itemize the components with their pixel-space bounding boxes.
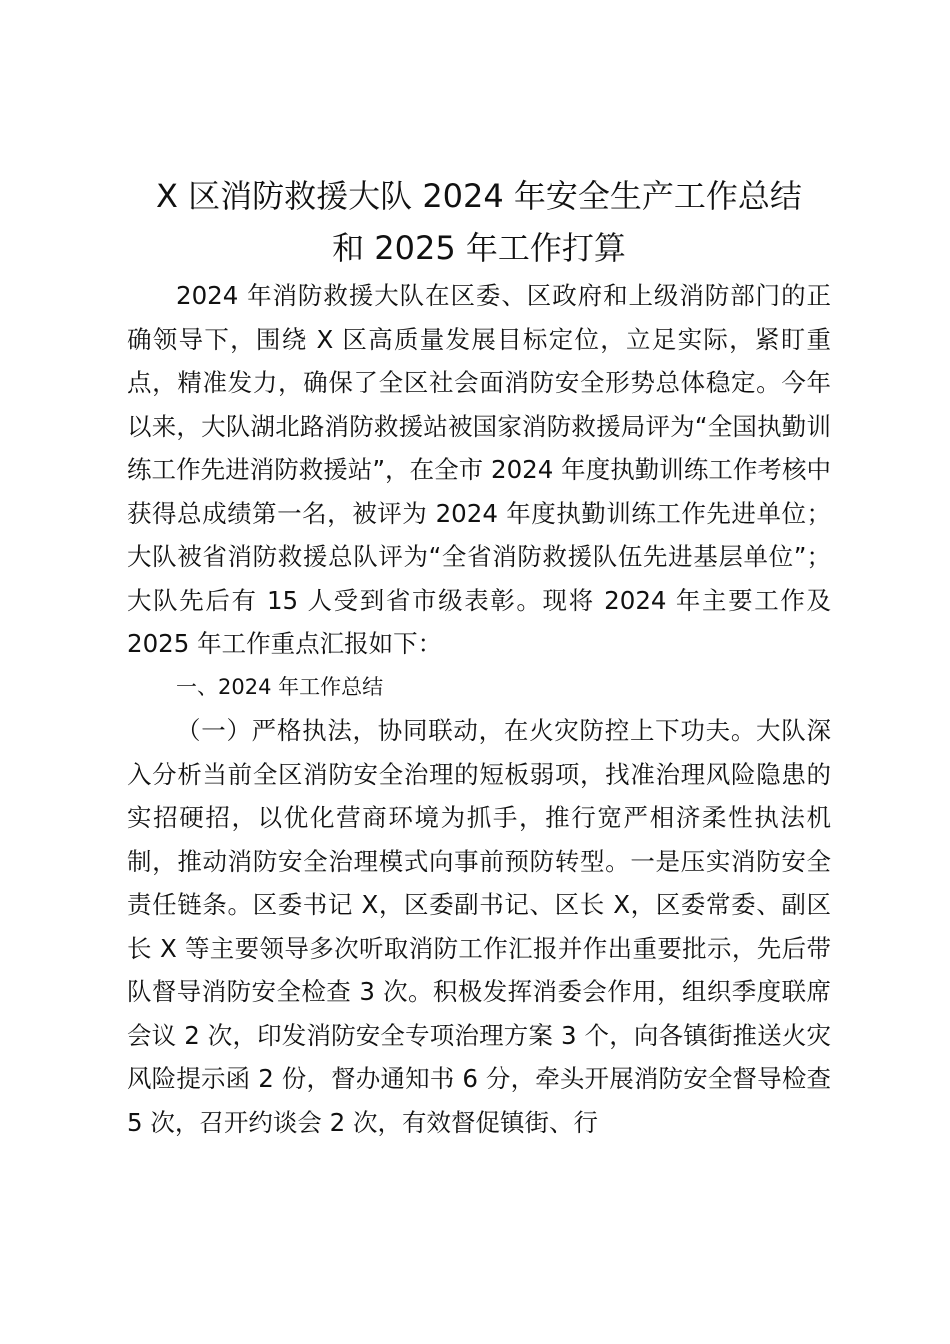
section-heading: 一、2024 年工作总结 (176, 674, 384, 699)
title-line-2: 和 2025 年工作打算 (332, 229, 626, 267)
title-line-1: X 区消防救援大队 2024 年安全生产工作总结 (156, 177, 802, 215)
subsection-paragraph: （一）严格执法，协同联动，在火灾防控上下功夫。大队深入分析当前全区消防安全治理的短板弱项，找准治理风险隐患的实招硬招，以优化营商环境为抓手，推行宽严相济柔性执法机制，推动消防安全治理模式向事前预防转型。一是压实消防安全责任链条。区委书记 X，区委副书记、区长 X，区委常委、副区长 X 等主要领导多次听取消防工作汇报并作出重要批示，先后带队督导消防安全检查 3 次。积极发挥消委会作用，组织季度联席会议 2 次，印发消防安全专项治理方案 3 个，向各镇街推送火灾风险提示函 2 份，督办通知书 6 分，牵头开展消防安全督导检查 5 次，召开约谈会 2 次，有效督促镇街、行 (127, 716, 831, 1137)
document-body (127, 170, 831, 1144)
document-title (127, 170, 831, 274)
intro-paragraph: 2024 年消防救援大队在区委、区政府和上级消防部门的正确领导下，围绕 X 区高质量发展目标定位，立足实际，紧盯重点，精准发力，确保了全区社会面消防安全形势总体稳定。今年以来，大队湖北路消防救援站被国家消防救援局评为“全国执勤训练工作先进消防救援站”，在全市 2024 年度执勤训练工作考核中获得总成绩第一名，被评为 2024 年度执勤训练工作先进单位；大队被省消防救援总队评为“全省消防救援队伍先进基层单位”；大队先后有 15 人受到省市级表彰。现将 2024 年主要工作及 2025 年工作重点汇报如下： (127, 281, 831, 658)
